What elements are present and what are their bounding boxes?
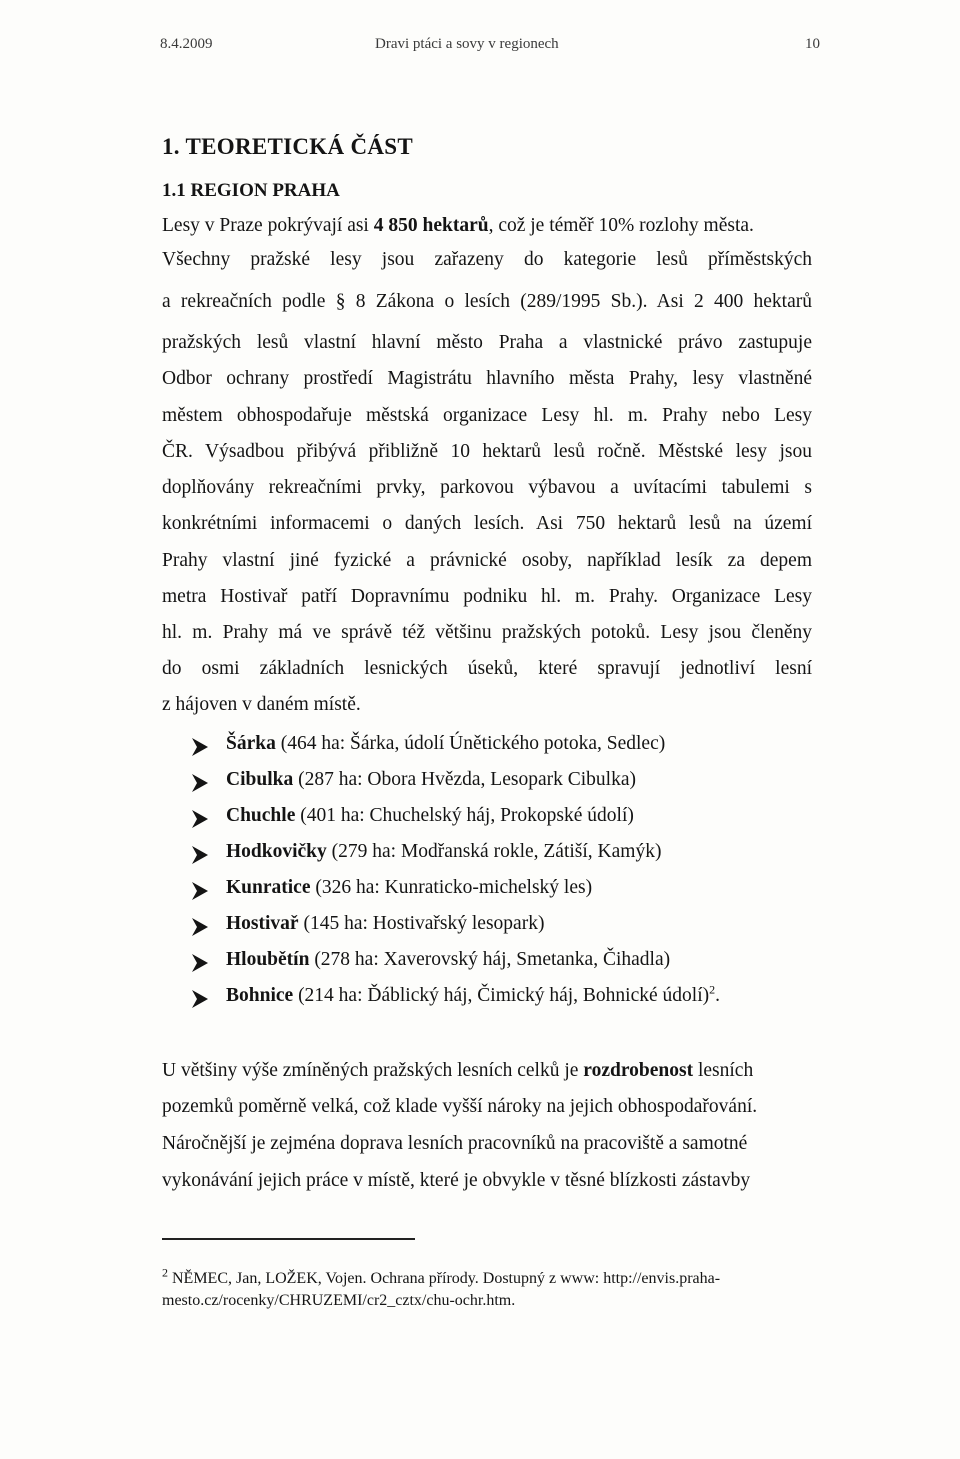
- list-item-text: [226, 805, 634, 827]
- paragraph-line: Náročnější je zejména doprava lesních pracovníků na pracoviště a samotné: [162, 1133, 748, 1154]
- paragraph-line: Odbor ochrany prostředí Magistrátu hlavního města Prahy, lesy vlastněné: [162, 368, 812, 389]
- header-title: Dravi ptáci a sovy v regionech: [375, 36, 559, 52]
- section-detail: (287 ha: Obora Hvězda, Lesopark Cibulka): [293, 769, 636, 790]
- paragraph-line: metra Hostivař patří Dopravnímu podniku hl. m. Prahy. Organizace Lesy: [162, 586, 812, 607]
- emphasis-text: 4 850 hektarů: [373, 215, 489, 236]
- header-date: 8.4.2009: [160, 36, 213, 52]
- list-item-text: [226, 841, 661, 863]
- paragraph-line: [162, 215, 812, 237]
- paragraph-line: Všechny pražské lesy jsou zařazeny do kategorie lesů příměstských: [162, 249, 812, 270]
- emphasis-text: rozdrobenost: [583, 1060, 694, 1081]
- list-item-text: [226, 769, 636, 791]
- footnote-separator: [162, 1238, 415, 1240]
- text-run: .: [715, 985, 720, 1006]
- section-detail: (401 ha: Chuchelský háj, Prokopské údolí): [295, 805, 634, 826]
- paragraph-line: hl. m. Prahy má ve správě též většinu pražských potoků. Lesy jsou členěny: [162, 622, 812, 643]
- section-name: Chuchle: [226, 805, 296, 826]
- arrowhead-bullet-icon: [190, 989, 210, 1009]
- list-item-text: [226, 733, 665, 755]
- paragraph-line: do osmi základních lesnických úseků, které spravují jednotliví lesní: [162, 658, 812, 679]
- arrowhead-bullet-icon: [190, 845, 210, 865]
- text-run: , což je téměř 10% rozlohy města.: [488, 215, 754, 236]
- text-run: lesních: [693, 1060, 754, 1081]
- paragraph-line: doplňovány rekreačními prvky, parkovou výbavou a uvítacími tabulemi s: [162, 477, 812, 498]
- section-name: Hodkovičky: [226, 841, 327, 862]
- section-name: Cibulka: [226, 769, 294, 790]
- paragraph-line: a rekreačních podle § 8 Zákona o lesích (289/1995 Sb.). Asi 2 400 hektarů: [162, 291, 812, 312]
- footnote-number: 2: [162, 1265, 168, 1280]
- footnote-link[interactable]: mesto.cz/rocenky/CHRUZEMI/cr2_cztx/chu-ochr.htm.: [162, 1292, 516, 1309]
- paragraph-line: ČR. Výsadbou přibývá přibližně 10 hektarů lesů ročně. Městské lesy jsou: [162, 441, 812, 462]
- footnote-reference[interactable]: 2: [709, 982, 716, 997]
- paragraph-line: z hájoven v daném místě.: [162, 694, 361, 715]
- list-item-text: [226, 913, 544, 935]
- list-item-text: [226, 877, 592, 899]
- section-name: Šárka: [226, 733, 276, 754]
- arrowhead-bullet-icon: [190, 881, 210, 901]
- section-detail: (326 ha: Kunraticko-michelský les): [310, 877, 593, 898]
- section-detail: (278 ha: Xaverovský háj, Smetanka, Čihadla): [309, 949, 671, 970]
- section-heading: 1. TEORETICKÁ ČÁST: [162, 134, 414, 159]
- footnote-line: [162, 1265, 812, 1288]
- paragraph-line: konkrétními informacemi o daných lesích. Asi 750 hektarů lesů na území: [162, 513, 812, 534]
- text-run: Lesy v Praze pokrývají asi: [162, 215, 374, 236]
- paragraph-line: pozemků poměrně velká, což klade vyšší nároky na jejich obhospodařování.: [162, 1096, 758, 1117]
- section-detail: (145 ha: Hostivařský lesopark): [298, 913, 545, 934]
- arrowhead-bullet-icon: [190, 917, 210, 937]
- section-detail: (464 ha: Šárka, údolí Únětického potoka, Sedlec): [275, 733, 666, 754]
- section-name: Bohnice: [226, 985, 294, 1006]
- paragraph-line: městem obhospodařuje městská organizace Lesy hl. m. Prahy nebo Lesy: [162, 405, 812, 426]
- list-item-text: [226, 982, 720, 1007]
- paragraph-line: Prahy vlastní jiné fyzické a právnické osoby, například lesík za depem: [162, 550, 812, 571]
- subsection-heading: 1.1 REGION PRAHA: [162, 180, 340, 201]
- arrowhead-bullet-icon: [190, 953, 210, 973]
- section-name: Kunratice: [226, 877, 311, 898]
- section-detail: (214 ha: Ďáblický háj, Čimický háj, Bohnické údolí): [293, 985, 710, 1006]
- section-detail: (279 ha: Modřanská rokle, Zátiší, Kamýk): [326, 841, 662, 862]
- text-run: U většiny výše zmíněných pražských lesních celků je: [162, 1060, 584, 1081]
- arrowhead-bullet-icon: [190, 737, 210, 757]
- paragraph-line: vykonávání jejich práce v místě, které je obvykle v těsné blízkosti zástavby: [162, 1170, 751, 1191]
- section-name: Hostivař: [226, 913, 299, 934]
- list-item-text: [226, 949, 670, 971]
- header-page-number: 10: [805, 36, 820, 52]
- section-name: Hloubětín: [226, 949, 310, 970]
- paragraph-line: pražských lesů vlastní hlavní město Praha a vlastnické právo zastupuje: [162, 332, 812, 353]
- paragraph-line: [162, 1060, 812, 1082]
- running-header: [160, 36, 820, 58]
- arrowhead-bullet-icon: [190, 773, 210, 793]
- footnote-text: NĚMEC, Jan, LOŽEK, Vojen. Ochrana přírody. Dostupný z www: http://envis.praha-: [168, 1270, 721, 1287]
- arrowhead-bullet-icon: [190, 809, 210, 829]
